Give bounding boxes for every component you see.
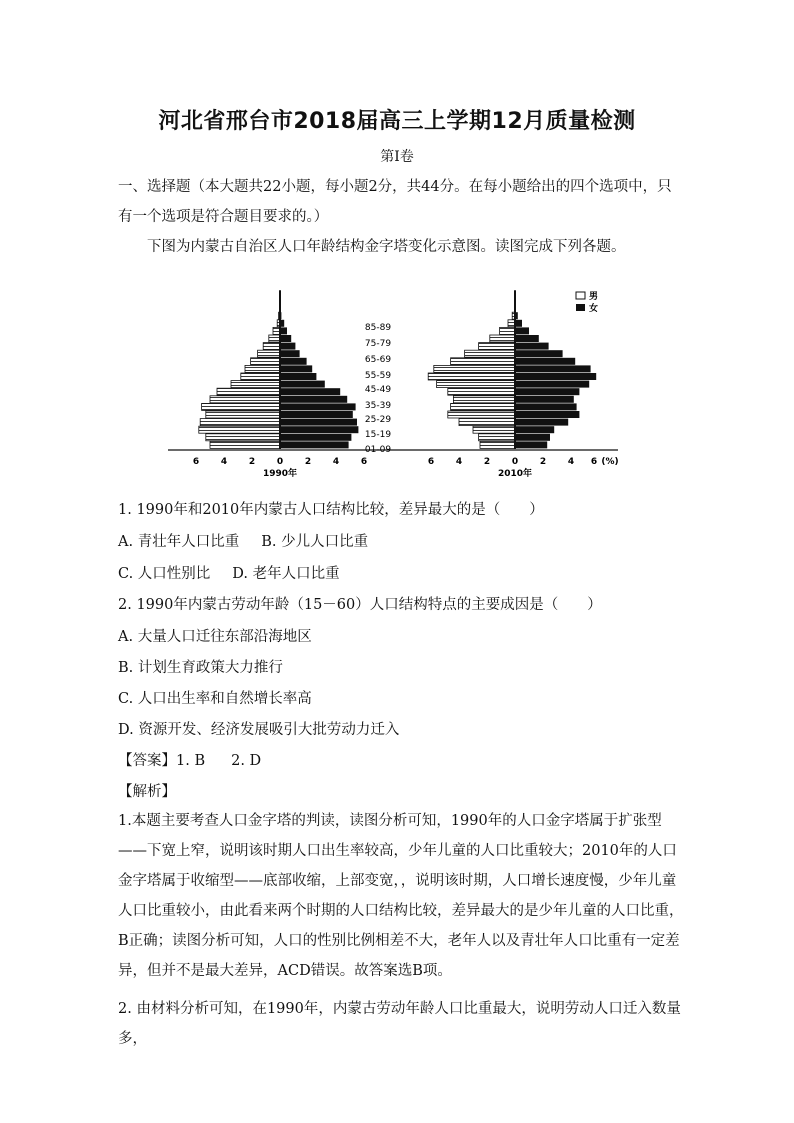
- tick-label: 4: [455, 457, 463, 467]
- option-a[interactable]: A. 青壮年人口比重: [118, 534, 240, 550]
- bar-female-25-29: [280, 403, 356, 410]
- age-label: 55-59: [364, 371, 392, 381]
- pyramid-2010: [428, 290, 599, 449]
- bar-female-40-44: [515, 381, 589, 388]
- bar-female-75-79: [280, 327, 287, 334]
- bar-male-15-19: [459, 419, 515, 426]
- bar-female-50-54: [280, 365, 312, 372]
- bar-male-65-69: [263, 343, 280, 350]
- bar-male-30-34: [453, 396, 515, 403]
- bar-male-0-04: [480, 441, 515, 448]
- bar-female-60-64: [280, 350, 300, 357]
- bar-male-45-49: [428, 373, 515, 380]
- bar-female-55-59: [515, 358, 575, 365]
- bar-female-65-69: [280, 343, 295, 350]
- option-d[interactable]: D. 老年人口比重: [232, 566, 340, 582]
- section-heading: 一、选择题（本大题共22小题，每小题2分，共44分。在每小题给出的四个选项中，只有一个选项是符合题目要求的。）: [118, 179, 672, 225]
- bar-female-50-54: [515, 365, 591, 372]
- bar-female-70-74: [280, 335, 291, 342]
- analysis-label: 【解析】: [118, 784, 176, 800]
- bar-female-10-14: [515, 426, 554, 433]
- option-d[interactable]: D. 资源开发、经济发展吸引大批劳动力迁入: [118, 722, 400, 738]
- option-c[interactable]: C. 人口出生率和自然增长率高: [118, 691, 312, 707]
- tick-label: 4: [332, 457, 340, 467]
- bar-female-15-19: [280, 419, 357, 426]
- page-title: 河北省邢台市2018届高三上学期12月质量检测: [158, 109, 636, 134]
- bar-male-05-09: [479, 434, 515, 441]
- option-a[interactable]: A. 大量人口迁往东部沿海地区: [118, 629, 312, 645]
- option-b[interactable]: B. 少儿人口比重: [261, 534, 369, 550]
- question-1-options-row-1: [118, 530, 368, 551]
- tick-label: 4: [220, 457, 228, 467]
- bar-female-75-79: [515, 327, 529, 334]
- bar-male-10-14: [473, 426, 515, 433]
- bar-female-30-34: [280, 396, 347, 403]
- bar-male-70-74: [490, 335, 515, 342]
- answer-item: 1. B: [176, 753, 206, 769]
- bar-female-70-74: [515, 335, 539, 342]
- analysis-paragraph-2: 2. 由材料分析可知，在1990年，内蒙古劳动年龄人口比重最大，说明劳动人口迁入数量多，: [118, 1001, 681, 1047]
- tick-label: 2: [248, 457, 256, 467]
- bar-female-0-04: [515, 441, 547, 448]
- legend-female-swatch: [576, 304, 585, 311]
- bar-female-55-59: [280, 358, 307, 365]
- bar-female-80-84: [515, 320, 522, 327]
- bar-male-50-54: [245, 365, 280, 372]
- bar-female-15-19: [515, 419, 568, 426]
- bar-male-30-34: [210, 396, 280, 403]
- answer-line: [118, 749, 261, 770]
- tick-label: 2: [539, 457, 547, 467]
- bar-male-60-64: [465, 350, 515, 357]
- volume-label: 第Ⅰ卷: [380, 149, 414, 165]
- age-label: 01-09: [364, 445, 392, 455]
- question-intro: 下图为内蒙古自治区人口年龄结构金字塔变化示意图。读图完成下列各题。: [147, 239, 626, 255]
- answer-item: 2. D: [231, 753, 262, 769]
- bar-female-45-49: [280, 373, 316, 380]
- age-label: 85-89: [364, 323, 392, 333]
- pyramid-1990: [199, 290, 359, 449]
- bar-female-40-44: [280, 381, 325, 388]
- bar-male-70-74: [269, 335, 280, 342]
- bar-female-35-39: [515, 388, 579, 395]
- question-1-options-row-2: [118, 562, 340, 583]
- age-label: 65-69: [364, 355, 392, 365]
- bar-male-50-54: [434, 365, 515, 372]
- bar-male-25-29: [451, 403, 515, 410]
- bar-female-35-39: [280, 388, 340, 395]
- bar-female-20-24: [515, 411, 579, 418]
- bar-male-75-79: [273, 327, 280, 334]
- bar-male-10-14: [199, 426, 280, 433]
- answer-label: 【答案】: [118, 753, 176, 769]
- age-label: 75-79: [364, 339, 392, 349]
- bar-male-05-09: [206, 434, 280, 441]
- bar-male-25-29: [202, 403, 280, 410]
- age-label: 45-49: [364, 385, 392, 395]
- bar-female-60-64: [515, 350, 563, 357]
- bar-male-20-24: [206, 411, 280, 418]
- bar-male-40-44: [231, 381, 280, 388]
- bar-female-05-09: [280, 434, 351, 441]
- age-label: 15-19: [364, 430, 392, 440]
- tick-label: 4: [567, 457, 575, 467]
- tick-label: 0: [276, 457, 284, 467]
- bar-male-55-59: [451, 358, 515, 365]
- bar-male-40-44: [437, 381, 515, 388]
- bar-female-20-24: [280, 411, 353, 418]
- question-2-stem: 2. 1990年内蒙古劳动年龄（15－60）人口结构特点的主要成因是（ ）: [118, 597, 602, 613]
- tick-label: 0: [511, 457, 519, 467]
- bar-male-80-84: [508, 320, 515, 327]
- tick-label: 2: [304, 457, 312, 467]
- legend-female-label: 女: [589, 304, 599, 314]
- bar-male-65-69: [479, 343, 515, 350]
- tick-label: 6: [427, 457, 435, 467]
- legend-male-swatch: [576, 292, 585, 299]
- tick-label: 6: [590, 457, 598, 467]
- bar-male-20-24: [448, 411, 515, 418]
- bar-male-0-04: [210, 441, 280, 448]
- tick-label: 2: [483, 457, 491, 467]
- bar-female-45-49: [515, 373, 596, 380]
- bar-male-45-49: [241, 373, 280, 380]
- age-label: 25-29: [364, 415, 392, 425]
- bar-male-75-79: [500, 327, 515, 334]
- option-b[interactable]: B. 计划生育政策大力推行: [118, 660, 283, 676]
- bar-female-65-69: [515, 343, 549, 350]
- bar-female-25-29: [515, 403, 577, 410]
- age-label: 35-39: [364, 401, 392, 411]
- bar-male-60-64: [258, 350, 280, 357]
- x-axis-title-2010: 2010年: [497, 469, 533, 479]
- bar-female-30-34: [515, 396, 574, 403]
- population-pyramid-figure: [168, 282, 628, 482]
- tick-label: 6: [192, 457, 200, 467]
- bar-female-0-04: [280, 441, 349, 448]
- legend-male-label: 男: [589, 292, 599, 302]
- question-1-stem: 1. 1990年和2010年内蒙古人口结构比较，差异最大的是（ ）: [118, 502, 544, 518]
- bar-male-35-39: [448, 388, 515, 395]
- bar-male-35-39: [217, 388, 280, 395]
- bar-male-15-19: [200, 419, 280, 426]
- bar-male-55-59: [251, 358, 280, 365]
- bar-female-05-09: [515, 434, 550, 441]
- axis-unit: (%): [601, 457, 619, 467]
- bar-female-10-14: [280, 426, 358, 433]
- option-c[interactable]: C. 人口性别比: [118, 566, 211, 582]
- tick-label: 6: [360, 457, 368, 467]
- analysis-paragraph-1: 1.本题主要考查人口金字塔的判读，读图分析可知，1990年的人口金字塔属于扩张型——下宽上窄，说明该时期人口出生率较高，少年儿童的人口比重较大；2010年的人口金字塔属于收缩型——底部收缩，上部变宽，，说明该时期，人口增长速度慢，少年儿童人口比重较小，由此看来两个时期的人口结构比较，差异最大的是少年儿童的人口比重，B正确；读图分析可知，人口的性别比例相差不大，老年人以及青壮年人口比重有一定差异，但并不是最大差异，ACD错误。故答案选B项。: [118, 813, 684, 979]
- x-axis-title-1990: 1990年: [262, 469, 298, 479]
